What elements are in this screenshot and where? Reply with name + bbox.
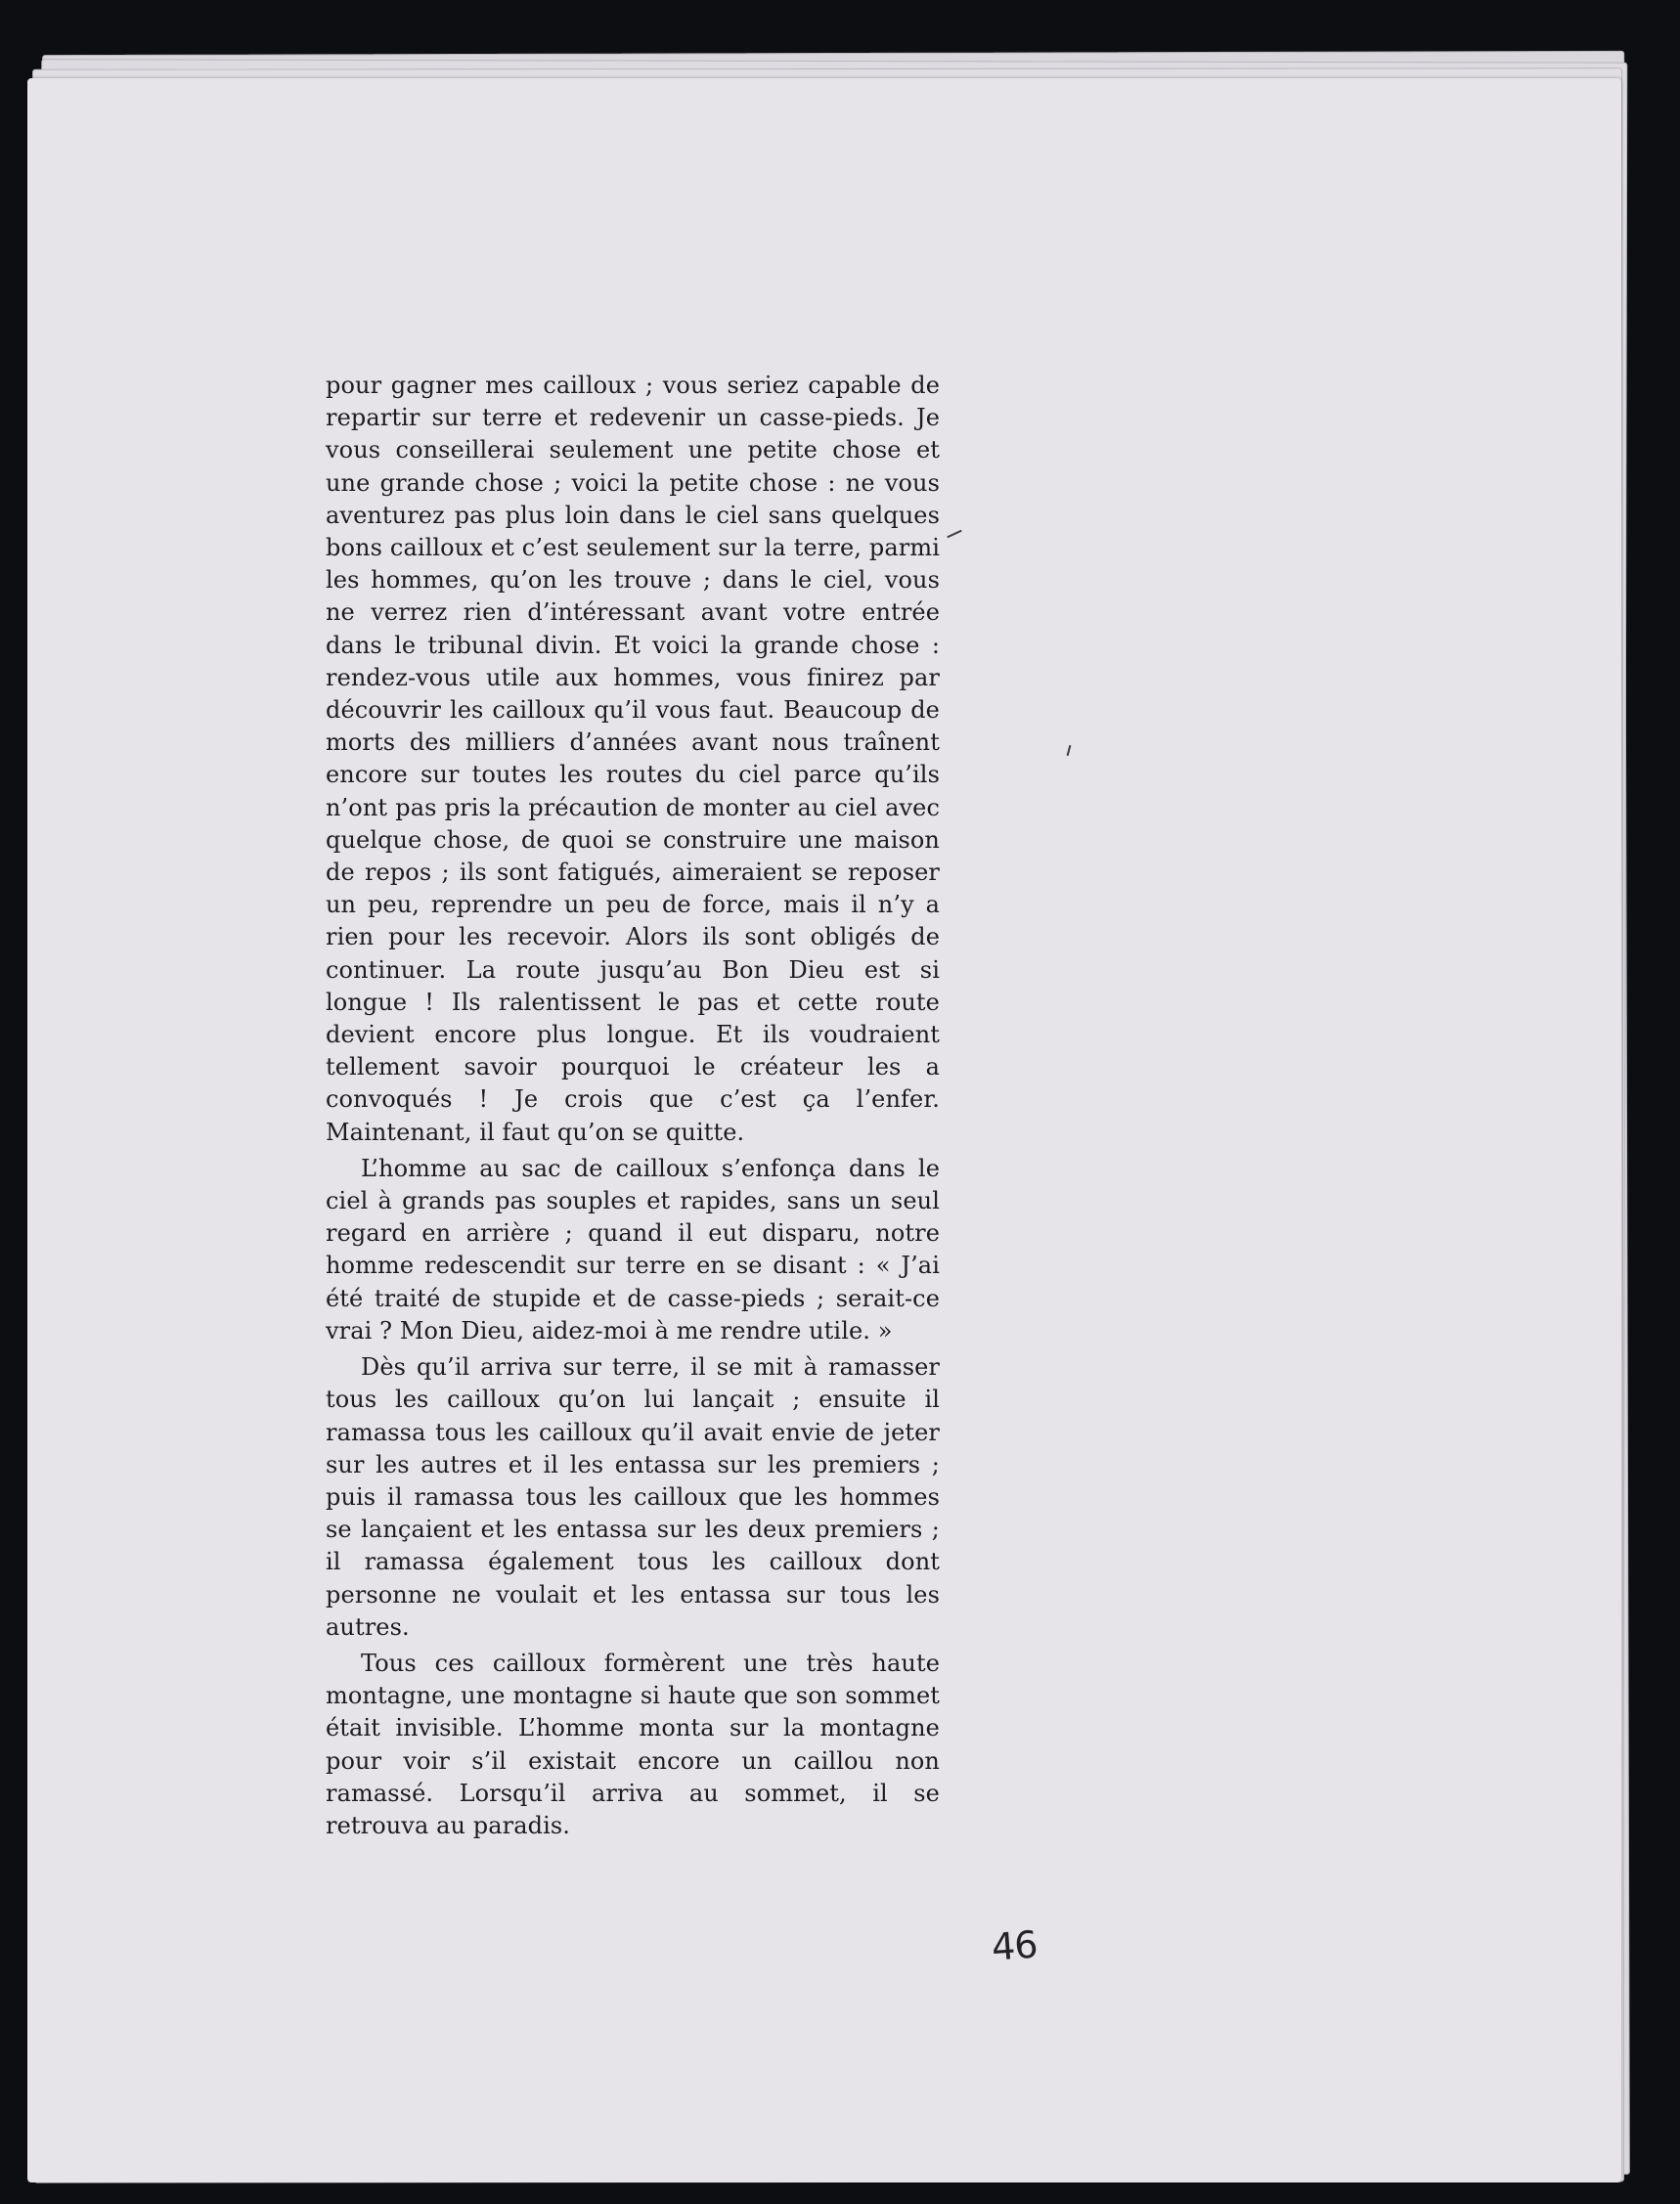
pencil-mark (1067, 745, 1072, 756)
paragraph-continuation: pour gagner mes cailloux ; vous seriez capable de repartir sur terre et redevenir un casse-pieds. Je vous conseillerai seulement une petite chose et une grande chose ; voici la petite chose : ne vous aventurez pas plus loin dans le ciel sans quelques bons cailloux et c’est seulement sur la terre, parmi les hommes, qu’on les trouve ; dans le ciel, vous ne verrez rien d’intéressant avant votre entrée dans le tribunal divin. Et voici la grande chose : rendez-vous utile aux hommes, vous finirez par découvrir les cailloux qu’il vous faut. Beaucoup de morts des milliers d’années avant nous traînent encore sur toutes les routes du ciel parce qu’ils n’ont pas pris la précaution de monter au ciel avec quelque chose, de quoi se construire une maison de repos ; ils sont fatigués, aimeraient se reposer un peu, reprendre un peu de force, mais il n’y a rien pour les recevoir. Alors ils sont obligés de continuer. La route jusqu’au Bon Dieu est si longue ! Ils ralentissent le pas et cette route devient encore plus longue. Et ils voudraient tellement savoir pourquoi le créateur les a convoqués ! Je crois que c’est ça l’enfer. Maintenant, il faut qu’on se quitte. (326, 372, 940, 1146)
body-text (326, 370, 940, 1842)
document-page (27, 78, 1621, 2182)
paragraph: Dès qu’il arriva sur terre, il se mit à ramasser tous les cailloux qu’on lui lançait ; ensuite il ramassa tous les cailloux qu’il avait envie de jeter sur les autres et il les entassa sur les premiers ; puis il ramassa tous les cailloux que les hommes se lançaient et les entassa sur les deux premiers ; il ramassa également tous les cailloux dont personne ne voulait et les entassa sur tous les autres. (326, 1353, 940, 1641)
handwritten-page-number: 46 (990, 1922, 1039, 1969)
paragraph: Tous ces cailloux formèrent une très haute montagne, une montagne si haute que son sommet était invisible. L’homme monta sur la montagne pour voir s’il existait encore un caillou non ramassé. Lorsqu’il arriva au sommet, il se retrouva au paradis. (326, 1649, 940, 1839)
pencil-mark (947, 530, 961, 539)
paragraph: L’homme au sac de cailloux s’enfonça dans le ciel à grands pas souples et rapides, sans un seul regard en arrière ; quand il eut disparu, notre homme redescendit sur terre en se disant : « J’ai été traité de stupide et de casse-pieds ; serait-ce vrai ? Mon Dieu, aidez-moi à me rendre utile. » (326, 1154, 940, 1344)
